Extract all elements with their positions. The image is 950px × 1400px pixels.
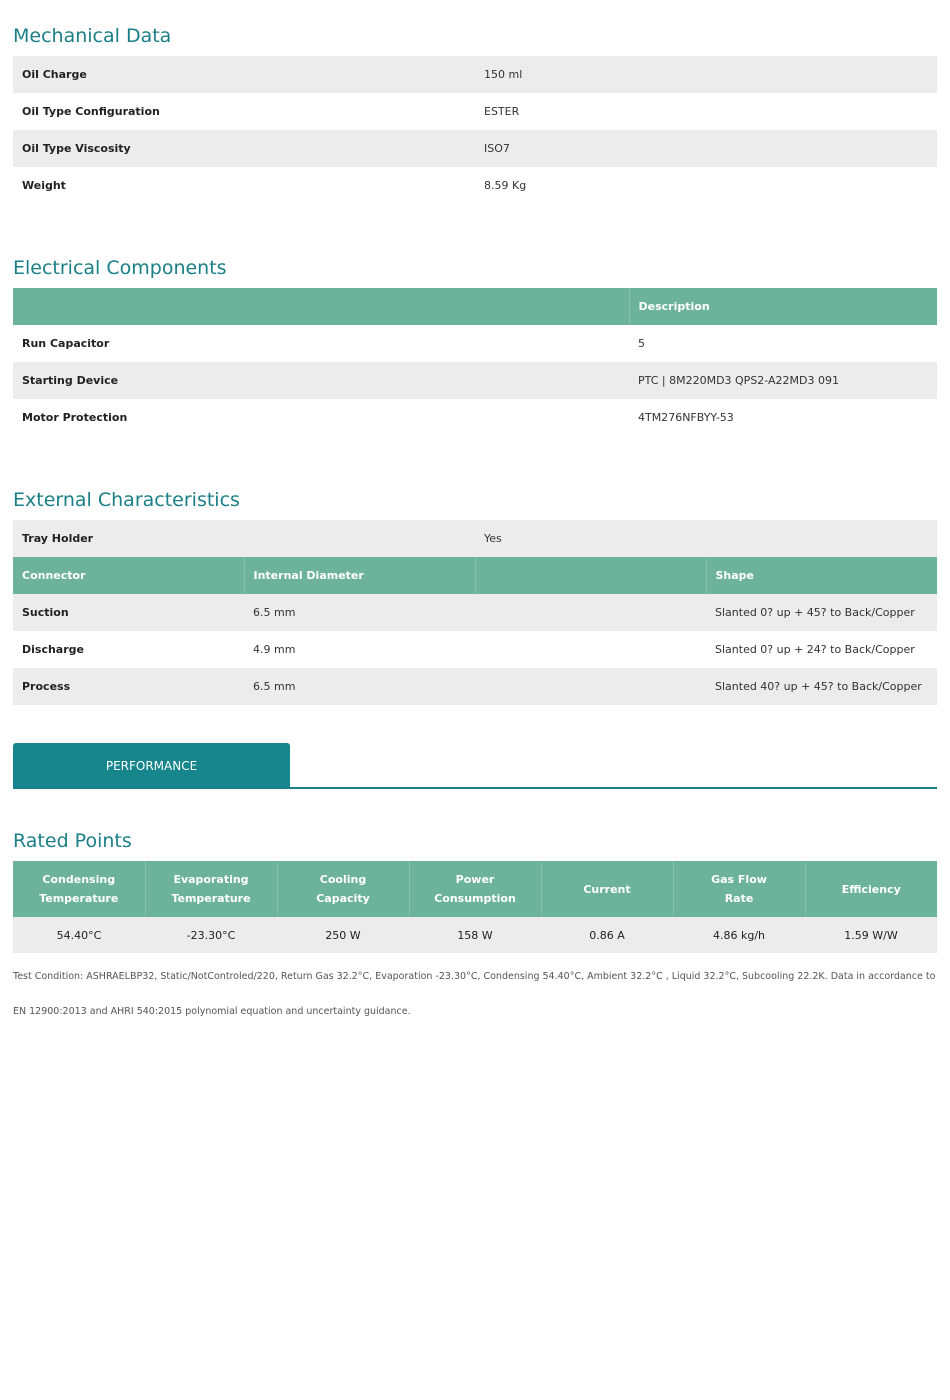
row-label: Weight xyxy=(22,179,66,192)
tray-holder-table xyxy=(13,520,937,557)
electrical-components-title: Electrical Components xyxy=(13,257,227,279)
connector-shape: Slanted 0? up + 24? to Back/Copper xyxy=(715,643,915,656)
value-power-consumption: 158 W xyxy=(409,917,541,953)
rated-points-title: Rated Points xyxy=(13,830,132,852)
header-efficiency: Efficiency xyxy=(805,861,937,917)
connector-name: Process xyxy=(13,668,244,705)
header-description: Description xyxy=(629,288,937,325)
tab-performance[interactable]: PERFORMANCE xyxy=(13,743,290,788)
header-current: Current xyxy=(541,861,673,917)
connector-diameter: 6.5 mm xyxy=(244,668,475,705)
value-efficiency: 1.59 W/W xyxy=(805,917,937,953)
table-row xyxy=(13,399,937,436)
row-label: Run Capacitor xyxy=(22,337,110,350)
table-row xyxy=(13,56,937,93)
value-current: 0.86 A xyxy=(541,917,673,953)
connector-shape: Slanted 0? up + 45? to Back/Copper xyxy=(706,594,937,631)
header-power-consumption: Power Consumption xyxy=(409,861,541,917)
table-row xyxy=(13,362,937,399)
connector-diameter: 4.9 mm xyxy=(253,643,296,656)
row-label: Oil Type Viscosity xyxy=(13,130,475,167)
value-cooling-capacity: 250 W xyxy=(277,917,409,953)
electrical-components-table xyxy=(13,288,937,436)
row-value: 150 ml xyxy=(475,56,937,93)
row-value: PTC | 8M220MD3 QPS2-A22MD3 091 xyxy=(629,362,937,399)
table-row xyxy=(13,917,937,953)
row-label: Motor Protection xyxy=(22,411,128,424)
row-value: ESTER xyxy=(484,105,520,118)
connector-diameter: 6.5 mm xyxy=(244,594,475,631)
header-condensing-temperature: Condensing Temperature xyxy=(13,861,145,917)
row-label: Oil Charge xyxy=(13,56,475,93)
row-value: 8.59 Kg xyxy=(484,179,527,192)
connector-shape: Slanted 40? up + 45? to Back/Copper xyxy=(706,668,937,705)
tray-holder-label: Tray Holder xyxy=(13,520,475,557)
table-row xyxy=(13,631,937,668)
connectors-table xyxy=(13,557,937,705)
mechanical-data-table xyxy=(13,56,937,204)
tray-holder-value: Yes xyxy=(475,520,937,557)
table-row xyxy=(13,93,937,130)
tab-bar xyxy=(13,743,937,789)
table-header-row xyxy=(13,861,937,917)
header-shape: Shape xyxy=(706,557,937,594)
row-label: Oil Type Configuration xyxy=(22,105,160,118)
header-gas-flow-rate: Gas Flow Rate xyxy=(673,861,805,917)
test-condition-note: Test Condition: ASHRAELBP32, Static/NotControled/220, Return Gas 32.2°C, Evaporation -23.30°C, Condensing 54.40°C, Ambient 32.2°C , Liquid 32.2°C, Subcooling 22.2K. Data in accordance to EN 12900:2013 and AHRI 540:2015 polynomial equation and uncertainty guidance. xyxy=(13,971,936,1017)
empty-cell xyxy=(475,594,706,631)
empty-cell xyxy=(475,631,706,668)
header-cooling-capacity: Cooling Capacity xyxy=(277,861,409,917)
connector-name: Suction xyxy=(13,594,244,631)
table-header-row xyxy=(13,557,937,594)
table-row xyxy=(13,520,937,557)
header-connector: Connector xyxy=(13,557,244,594)
connector-name: Discharge xyxy=(22,643,84,656)
row-label: Starting Device xyxy=(13,362,629,399)
header-evaporating-temperature: Evaporating Temperature xyxy=(145,861,277,917)
row-value: 4TM276NFBYY-53 xyxy=(638,411,734,424)
header-empty xyxy=(13,288,629,325)
table-row xyxy=(13,668,937,705)
value-evaporating-temperature: -23.30°C xyxy=(145,917,277,953)
table-header-row xyxy=(13,288,937,325)
rated-points-table xyxy=(13,861,937,953)
mechanical-data-title: Mechanical Data xyxy=(13,25,172,47)
row-value: ISO7 xyxy=(475,130,937,167)
value-gas-flow-rate: 4.86 kg/h xyxy=(673,917,805,953)
table-row xyxy=(13,130,937,167)
table-row xyxy=(13,594,937,631)
empty-cell xyxy=(475,668,706,705)
header-empty xyxy=(475,557,706,594)
table-row xyxy=(13,325,937,362)
table-row xyxy=(13,167,937,204)
header-internal-diameter: Internal Diameter xyxy=(244,557,475,594)
value-condensing-temperature: 54.40°C xyxy=(13,917,145,953)
external-characteristics-title: External Characteristics xyxy=(13,489,240,511)
row-value: 5 xyxy=(638,337,645,350)
